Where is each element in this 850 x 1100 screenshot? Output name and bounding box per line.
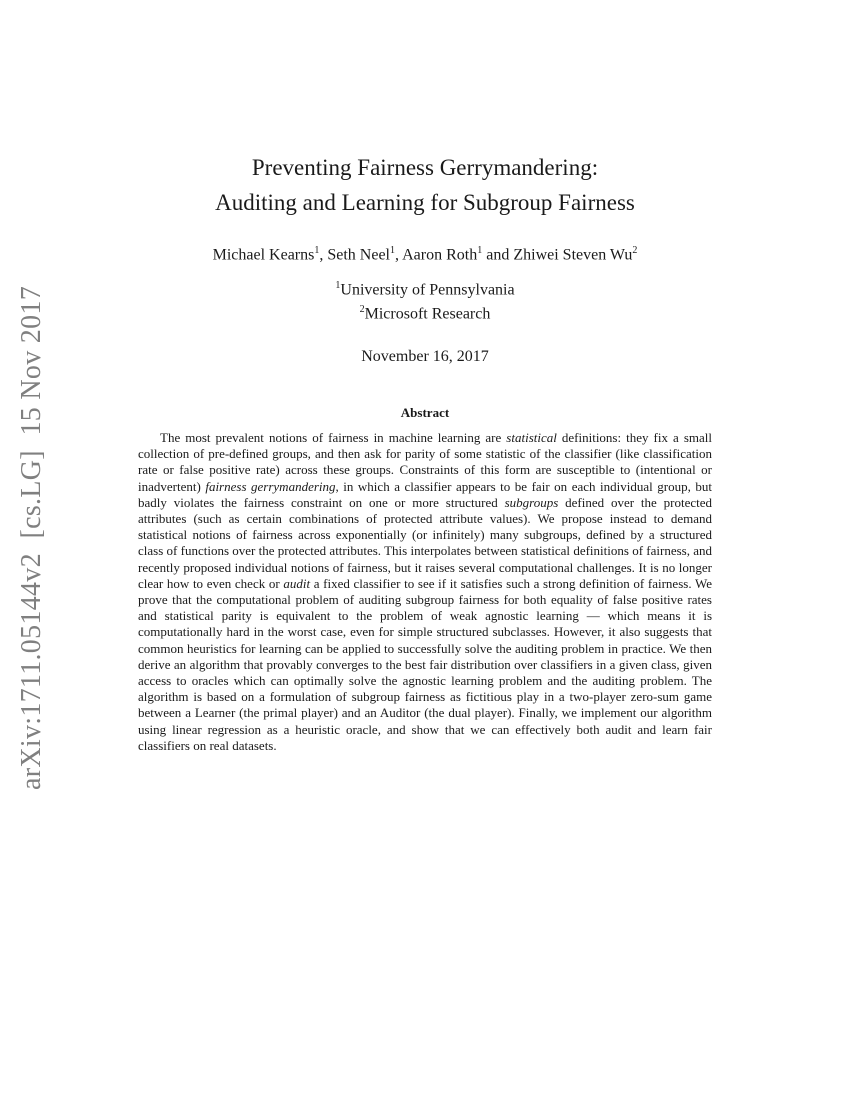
author-separator: ,	[395, 246, 403, 264]
abstract-emphasis: statistical	[506, 430, 557, 445]
arxiv-identifier-stamp: arXiv:1711.05144v2 [cs.LG] 15 Nov 2017	[16, 285, 47, 790]
affiliation-mark: 2	[359, 304, 365, 316]
abstract-emphasis: audit	[283, 575, 311, 591]
affiliation-name: Microsoft Research	[364, 305, 491, 323]
abstract-text: a fixed classifier to see if it satisfies such a strong definition of fairness. We prove that the computational problem of auditing subgroup fairness for both equality of false positive rates and statistical parity is equivalent to the problem of weak agnostic learning — which means it is computationally hard in the worst case, even for simple structured subclasses. However, it also suggests that common heuristics for learning can be applied to successfully solve the auditing problem in practice. We then derive an algorithm that provably converges to the best fair distribution over classifiers in a given class, given access to oracles which can optimally solve the agnostic learning problem and the auditing problem. The algorithm is based on a formulation of subgroup fairness as fictitious play in a two-player zero-sum game between a Learner (the primal player) and an Auditor (the dual player). Finally, we implement our algorithm using linear regression as a heuristic oracle, and show that we can effectively both audit and learn fair classifiers on real datasets.	[138, 575, 712, 753]
paper-title-line-2: Auditing and Learning for Subgroup Fairness	[215, 190, 635, 215]
affiliation-list	[0, 276, 850, 325]
affiliation-item	[0, 276, 850, 300]
author-name: Michael Kearns	[212, 246, 315, 264]
abstract-heading: Abstract	[400, 405, 450, 420]
paper-title-line-1: Preventing Fairness Gerrymandering:	[251, 155, 599, 180]
author-affiliation-mark: 1	[314, 245, 320, 256]
author-separator: ,	[319, 246, 328, 264]
abstract-text: definitions: they fix a small collection of pre-defined groups, and then ask for parity of some statistic of the classifier (like classification rate or false positive rate) across these groups. Constraints of this form are susceptible to (intentional or inadvertent)	[138, 430, 712, 494]
abstract-body	[138, 430, 712, 754]
author-name: Seth Neel	[327, 246, 390, 264]
author-affiliation-mark: 2	[632, 245, 638, 256]
abstract-text: The most prevalent notions of fairness in machine learning are	[160, 430, 507, 445]
abstract-emphasis: fairness gerrymandering	[205, 478, 336, 494]
paper-title	[0, 150, 850, 220]
affiliation-mark: 1	[335, 280, 341, 291]
abstract-emphasis: subgroups	[504, 494, 559, 510]
author-name: Zhiwei Steven Wu	[513, 246, 633, 264]
abstract-text: , in which a classifier appears to be fair on each individual group, but badly violates the fairness constraint on one or more structured	[138, 478, 712, 510]
abstract-text: defined over the protected attributes (such as certain combinations of protected attribute values). We propose instead to demand statistical notions of fairness across exponentially (or infinitely) many subgroups, defined by a structured class of functions over the protected attributes. This interpolates between statistical definitions of fairness, and recently proposed individual notions of fairness, but it raises several computational challenges. It is no longer clear how to even check or	[138, 494, 713, 591]
affiliation-item	[0, 300, 850, 324]
author-affiliation-mark: 1	[390, 245, 395, 256]
author-list	[0, 240, 850, 266]
author-separator: and	[482, 246, 514, 264]
author-name: Aaron Roth	[402, 246, 478, 264]
author-affiliation-mark: 1	[477, 245, 483, 256]
affiliation-name: University of Pennsylvania	[340, 281, 515, 299]
publication-date: November 16, 2017	[361, 348, 489, 365]
